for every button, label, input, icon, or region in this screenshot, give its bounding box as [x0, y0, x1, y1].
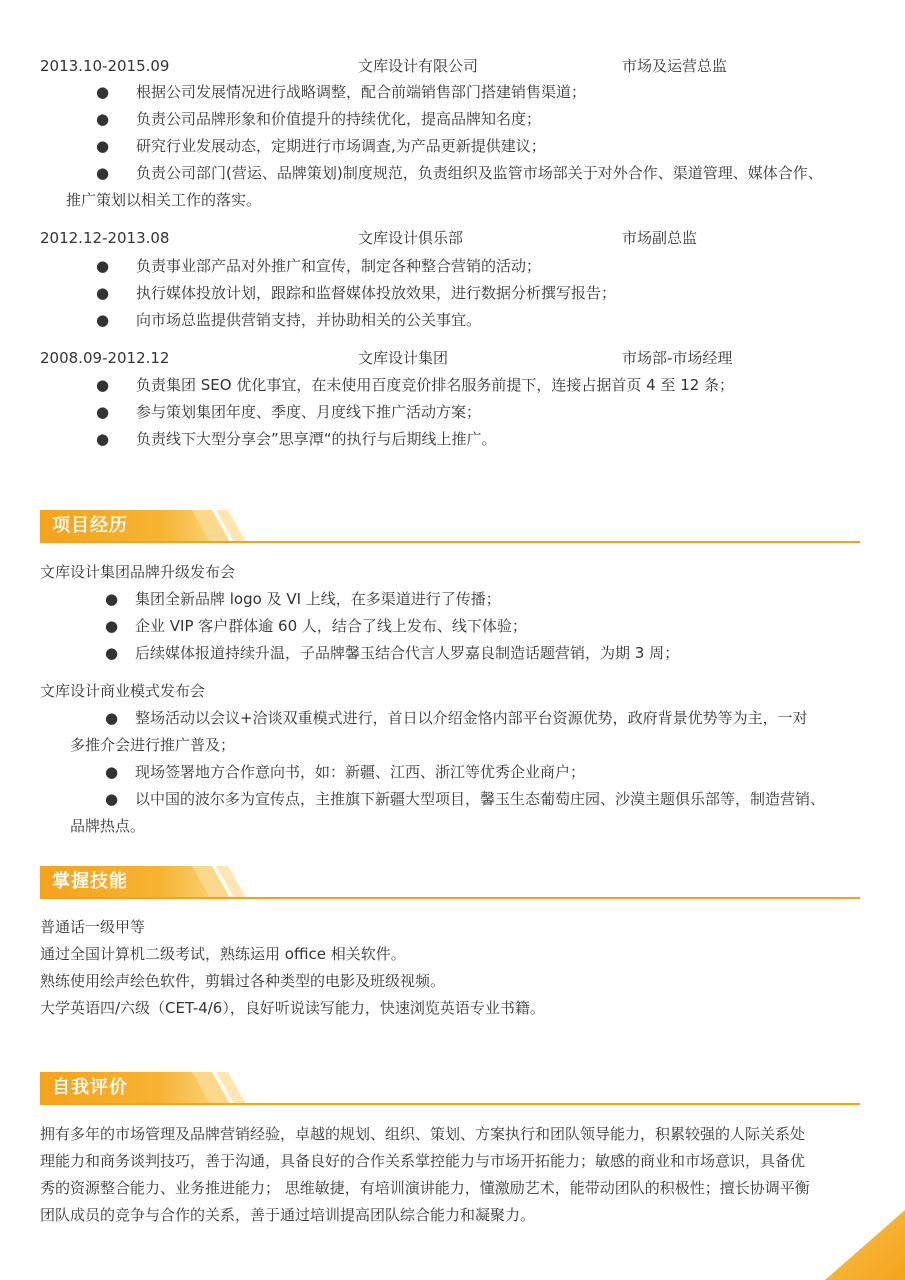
self-eval-line: 秀的资源整合能力、业务推进能力； 思维敏捷，有培训演讲能力，懂激励艺术，能带动团队的积极性；擅长协调平衡: [40, 1179, 810, 1197]
bullet-icon: ●: [96, 311, 110, 329]
section-header-projects: [40, 510, 860, 544]
skill-line: 熟练使用绘声绘色软件，剪辑过各种类型的电影及班级视频。: [40, 972, 446, 990]
work-entry-header: [40, 55, 870, 77]
bullet-icon: ●: [96, 164, 110, 182]
bullet-icon: ●: [96, 403, 110, 421]
bullet-icon: ●: [105, 790, 119, 808]
section-divider: [40, 541, 860, 543]
section-divider: [40, 897, 860, 899]
bullet-icon: ●: [105, 709, 119, 727]
section-header-self-eval: [40, 1072, 860, 1106]
section-divider: [40, 1103, 860, 1105]
bullet-icon: ●: [96, 257, 110, 275]
bullet-icon: ●: [105, 590, 119, 608]
list-item-continuation: 推广策划以相关工作的落实。: [66, 191, 262, 209]
section-title: 项目经历: [52, 515, 128, 536]
section-header-skills: [40, 866, 860, 900]
work-position: 市场及运营总监: [622, 57, 728, 75]
skill-line: 通过全国计算机二级考试，熟练运用 office 相关软件。: [40, 945, 406, 963]
skill-line: 普通话一级甲等: [40, 918, 146, 936]
work-company: 文库设计集团: [358, 349, 449, 367]
bullet-icon: ●: [105, 644, 119, 662]
bullet-icon: ●: [96, 284, 110, 302]
work-date: 2008.09-2012.12: [40, 349, 170, 367]
list-item-continuation: 多推介会进行推广普及；: [70, 736, 236, 754]
bullet-icon: ●: [105, 763, 119, 781]
self-eval-line: 团队成员的竞争与合作的关系，善于通过培训提高团队综合能力和凝聚力。: [40, 1206, 536, 1224]
project-name: 文库设计集团品牌升级发布会: [40, 563, 236, 581]
work-date: 2012.12-2013.08: [40, 229, 170, 247]
self-eval-line: 理能力和商务谈判技巧，善于沟通，具备良好的合作关系掌控能力与市场开拓能力；敏感的商业和市场意识，具备优: [40, 1152, 806, 1170]
work-position: 市场部-市场经理: [622, 349, 733, 367]
work-entry-header: [40, 347, 870, 369]
work-entry-header: [40, 227, 870, 249]
project-name: 文库设计商业模式发布会: [40, 682, 206, 700]
bullet-icon: ●: [105, 617, 119, 635]
skill-line: 大学英语四/六级（CET-4/6），良好听说读写能力，快速浏览英语专业书籍。: [40, 999, 545, 1017]
work-position: 市场副总监: [622, 229, 698, 247]
self-eval-line: 拥有多年的市场管理及品牌营销经验，卓越的规划、组织、策划、方案执行和团队领导能力，积累较强的人际关系处: [40, 1125, 806, 1143]
bullet-icon: ●: [96, 137, 110, 155]
bullet-icon: ●: [96, 83, 110, 101]
section-title: 自我评价: [52, 1077, 128, 1098]
bullet-icon: ●: [96, 430, 110, 448]
work-company: 文库设计俱乐部: [358, 229, 464, 247]
section-title: 掌握技能: [52, 871, 128, 892]
bullet-icon: ●: [96, 376, 110, 394]
bullet-icon: ●: [96, 110, 110, 128]
work-company: 文库设计有限公司: [358, 57, 479, 75]
list-item-continuation: 品牌热点。: [70, 817, 146, 835]
work-date: 2013.10-2015.09: [40, 57, 170, 75]
